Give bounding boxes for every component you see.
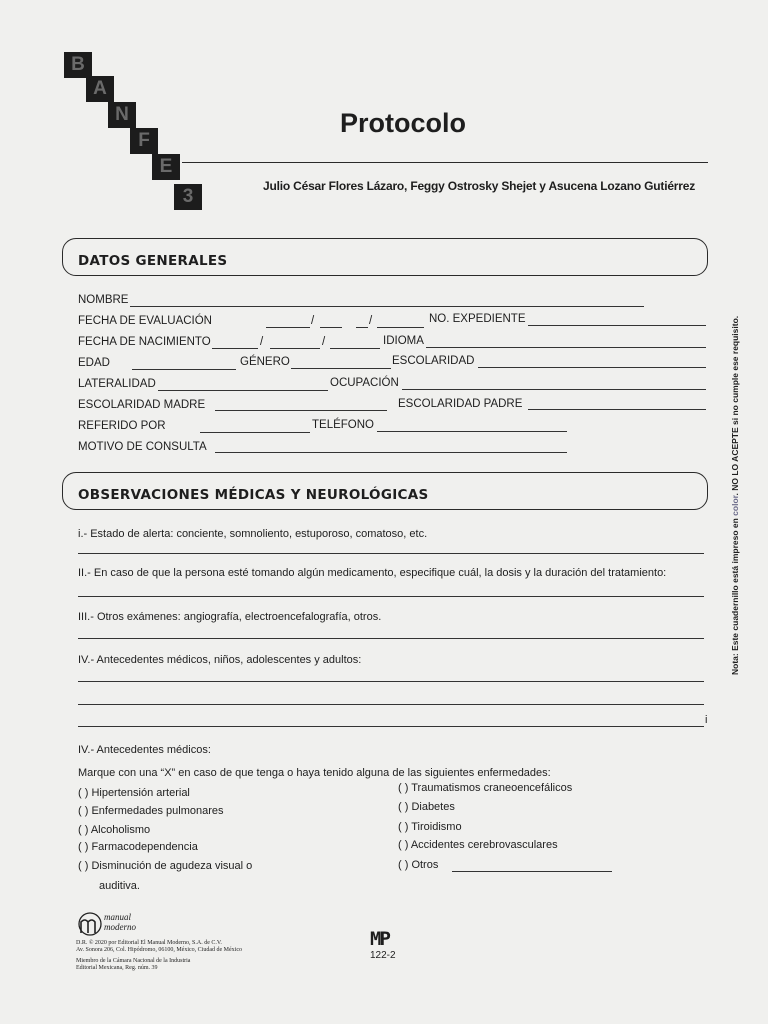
- logo-tile-a: A: [86, 76, 114, 102]
- no-expediente-label: NO. EXPEDIENTE: [429, 313, 526, 325]
- checkbox-traumatismos[interactable]: ( ) Traumatismos craneoencefálicos: [398, 782, 573, 794]
- motivo-consulta-label: MOTIVO DE CONSULTA: [78, 441, 207, 453]
- date-slash: /: [311, 315, 315, 327]
- answer-line-antecedentes-3[interactable]: [78, 726, 704, 727]
- observaciones-heading: OBSERVACIONES MÉDICAS Y NEUROLÓGICAS: [78, 487, 429, 503]
- genero-field[interactable]: [291, 368, 391, 369]
- motivo-consulta-field[interactable]: [215, 452, 567, 453]
- checkbox-enfermedades-pulmonares[interactable]: ( ) Enfermedades pulmonares: [78, 805, 224, 817]
- publisher-name-b: moderno: [104, 922, 136, 932]
- logo-tile-f: F: [130, 128, 158, 154]
- answer-line-medicamento[interactable]: [78, 596, 704, 597]
- fecha-evaluacion-day-field[interactable]: [266, 327, 310, 328]
- authors-line: Julio César Flores Lázaro, Feggy Ostrosky Shejet y Asucena Lozano Gutiérrez: [263, 179, 696, 193]
- question-medicamento: II.- En caso de que la persona esté tomando algún medicamento, especifique cuál, la dosis y la duración del tratamiento:: [78, 567, 667, 579]
- nombre-label: NOMBRE: [78, 294, 129, 306]
- lateralidad-label: LATERALIDAD: [78, 378, 156, 390]
- otros-field[interactable]: [452, 871, 612, 872]
- logo-tile-3: 3: [174, 184, 202, 210]
- checkbox-alcoholismo[interactable]: ( ) Alcoholismo: [78, 824, 151, 836]
- fecha-nacimiento-month-field[interactable]: [270, 348, 320, 349]
- ocupacion-label: OCUPACIÓN: [330, 377, 399, 389]
- genero-label: GÉNERO: [240, 356, 290, 368]
- checkbox-otros[interactable]: ( ) Otros: [398, 859, 439, 871]
- escolaridad-madre-field[interactable]: [215, 410, 387, 411]
- title-rule: [182, 162, 708, 163]
- checkbox-farmacodependencia[interactable]: ( ) Farmacodependencia: [78, 841, 198, 853]
- edad-field[interactable]: [132, 369, 236, 370]
- logo-tile-b: B: [64, 52, 92, 78]
- checkbox-agudeza-visual[interactable]: ( ) Disminución de agudeza visual o: [78, 860, 253, 872]
- fecha-evaluacion-year-field[interactable]: [377, 327, 424, 328]
- checkbox-tiroidismo[interactable]: ( ) Tiroidismo: [398, 821, 462, 833]
- publisher-name-a: manual: [104, 912, 131, 922]
- instructions: Marque con una “X” en caso de que tenga o haya tenido alguna de las siguientes enfermedades:: [78, 767, 551, 779]
- fecha-evaluacion-month-field[interactable]: [320, 327, 342, 328]
- date-slash: /: [369, 315, 373, 327]
- edad-label: EDAD: [78, 357, 110, 369]
- datos-generales-heading: DATOS GENERALES: [78, 253, 228, 269]
- checkbox-accidentes-cerebrovasculares[interactable]: ( ) Accidentes cerebrovasculares: [398, 839, 558, 851]
- side-note-text-a: Nota: Este cuadernillo está impreso en: [730, 515, 740, 675]
- registry-line: Editorial Mexicana, Reg. núm. 39: [76, 965, 158, 971]
- checkbox-hipertension[interactable]: ( ) Hipertensión arterial: [78, 787, 190, 799]
- telefono-field[interactable]: [377, 431, 567, 432]
- escolaridad-label: ESCOLARIDAD: [392, 355, 475, 367]
- answer-line-antecedentes-1[interactable]: [78, 681, 704, 682]
- escolaridad-field[interactable]: [478, 367, 706, 368]
- no-expediente-field[interactable]: [528, 325, 706, 326]
- date-slash: /: [260, 336, 264, 348]
- idioma-label: IDIOMA: [383, 335, 424, 347]
- escolaridad-madre-label: ESCOLARIDAD MADRE: [78, 399, 206, 411]
- escolaridad-padre-label: ESCOLARIDAD PADRE: [398, 398, 523, 410]
- answer-line-estado-alerta[interactable]: [78, 553, 704, 554]
- publisher-logo: [76, 909, 236, 939]
- side-note-text-b: . NO LO ACEPTE si no cumple ese requisito.: [730, 315, 740, 496]
- question-estado-alerta: i.- Estado de alerta: conciente, somnoliento, estuporoso, comatoso, etc.: [78, 528, 428, 540]
- copyright-line: D.R. © 2020 por Editorial El Manual Moderno, S.A. de C.V.: [76, 940, 222, 946]
- fecha-nacimiento-day-field[interactable]: [212, 348, 258, 349]
- referido-por-field[interactable]: [200, 432, 310, 433]
- mm-logo-icon: [76, 911, 104, 937]
- side-note: [730, 215, 740, 675]
- nombre-field[interactable]: [130, 306, 644, 307]
- answer-line-antecedentes-2[interactable]: [78, 704, 704, 705]
- escolaridad-padre-field[interactable]: [528, 409, 706, 410]
- idioma-field[interactable]: [426, 347, 706, 348]
- form-code: 122-2: [370, 950, 396, 961]
- page-title: Protocolo: [340, 108, 466, 138]
- answer-line-otros-examenes[interactable]: [78, 638, 704, 639]
- checkbox-agudeza-visual-cont: auditiva.: [99, 880, 140, 892]
- stray-mark: i: [705, 714, 708, 726]
- fecha-evaluacion-label: FECHA DE EVALUACIÓN: [78, 315, 212, 327]
- address-line: Av. Sonora 206, Col. Hipódromo, 06100, México, Ciudad de México: [76, 947, 242, 953]
- checkbox-diabetes[interactable]: ( ) Diabetes: [398, 801, 455, 813]
- logo-tile-e: E: [152, 154, 180, 180]
- logo-tile-n: N: [108, 102, 136, 128]
- referido-por-label: REFERIDO POR: [78, 420, 166, 432]
- lateralidad-field[interactable]: [158, 390, 328, 391]
- ocupacion-field[interactable]: [402, 389, 706, 390]
- question-antecedentes-medicos: IV.- Antecedentes médicos:: [78, 744, 211, 756]
- date-slash: /: [322, 336, 326, 348]
- fecha-nacimiento-label: FECHA DE NACIMIENTO: [78, 336, 211, 348]
- telefono-label: TELÉFONO: [312, 419, 374, 431]
- fecha-nacimiento-year-field[interactable]: [330, 348, 380, 349]
- question-antecedentes-edades: IV.- Antecedentes médicos, niños, adolescentes y adultos:: [78, 654, 362, 666]
- mp-logo: MP: [370, 928, 389, 950]
- question-otros-examenes: III.- Otros exámenes: angiografía, electroencefalografía, otros.: [78, 611, 382, 623]
- side-note-color-word: color: [730, 495, 740, 516]
- fecha-evaluacion-month2-field[interactable]: [356, 327, 368, 328]
- member-line: Miembro de la Cámara Nacional de la Industria: [76, 958, 191, 964]
